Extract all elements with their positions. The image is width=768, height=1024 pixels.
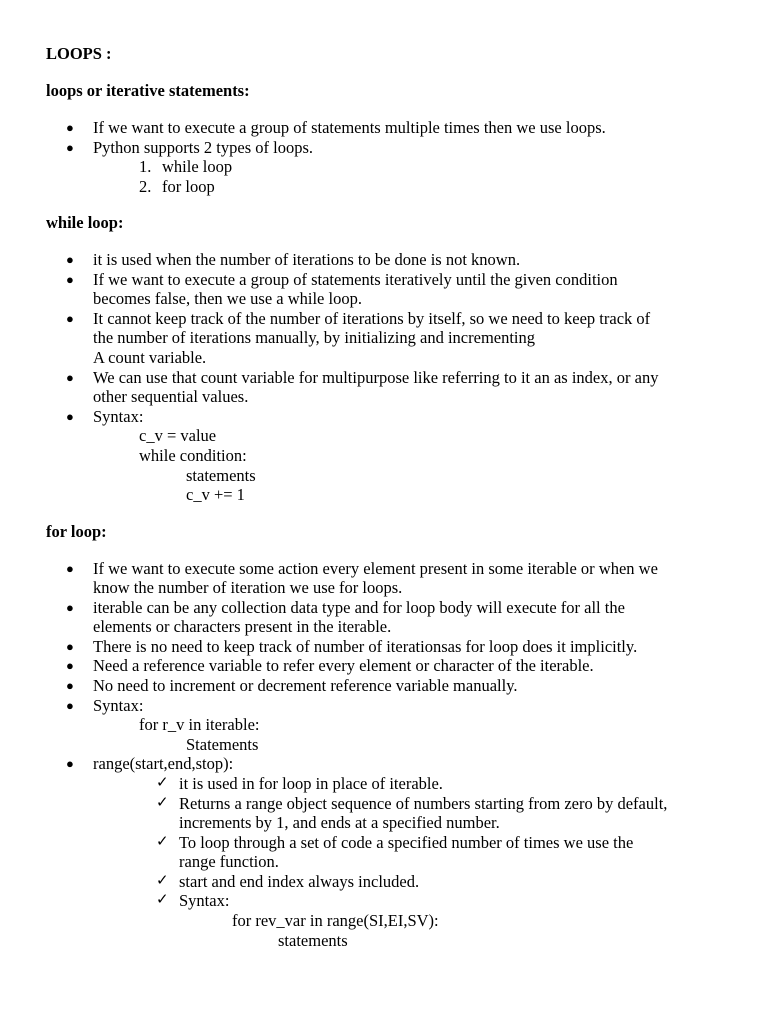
bullet-icon: ● <box>66 658 74 673</box>
bullet-icon: ● <box>66 311 74 326</box>
for-heading: for loop: <box>46 522 107 541</box>
while-heading: while loop: <box>46 213 124 232</box>
loops-bullet-1: If we want to execute a group of statements multiple times then we use loops. <box>93 118 606 137</box>
range-code-line-1: for rev_var in range(SI,EI,SV): <box>232 911 439 930</box>
checkmark-icon: ✓ <box>156 873 169 889</box>
for-bullet-4: Need a reference variable to refer every element or character of the iterable. <box>93 656 594 675</box>
while-bullet-1: it is used when the number of iterations to be done is not known. <box>93 250 521 269</box>
range-bullet: range(start,end,stop): <box>93 754 234 773</box>
while-bullet-2-line-1: If we want to execute a group of statements iteratively until the given condition <box>93 270 618 289</box>
bullet-icon: ● <box>66 252 74 267</box>
while-bullet-3-line-3: A count variable. <box>93 348 207 367</box>
range-item-2-line-1: Returns a range object sequence of numbers starting from zero by default, <box>179 794 668 813</box>
bullet-icon: ● <box>66 120 74 135</box>
loops-item-2: for loop <box>162 177 215 196</box>
while-code-line-1: c_v = value <box>139 426 217 445</box>
range-item-3-line-2: range function. <box>179 852 279 871</box>
page-title: LOOPS : <box>46 44 112 63</box>
bullet-icon: ● <box>66 140 74 155</box>
checkmark-icon: ✓ <box>156 775 169 791</box>
loops-heading: loops or iterative statements: <box>46 81 250 100</box>
list-number: 2. <box>139 177 152 196</box>
for-bullet-3: There is no need to keep track of number of iterationsas for loop does it implicitly. <box>93 637 638 656</box>
range-item-3-line-1: To loop through a set of code a specified number of times we use the <box>179 833 634 852</box>
while-code-line-4: c_v += 1 <box>186 485 245 504</box>
range-item-1: it is used in for loop in place of iterable. <box>179 774 443 793</box>
checkmark-icon: ✓ <box>156 892 169 908</box>
loops-item-1: while loop <box>162 157 233 176</box>
for-bullet-2-line-1: iterable can be any collection data type and for loop body will execute for all the <box>93 598 625 617</box>
list-number: 1. <box>139 157 152 176</box>
for-code-line-2: Statements <box>186 735 259 754</box>
range-item-2-line-2: increments by 1, and ends at a specified number. <box>179 813 500 832</box>
for-bullet-5: No need to increment or decrement reference variable manually. <box>93 676 518 695</box>
while-bullet-4-line-2: other sequential values. <box>93 387 249 406</box>
while-bullet-2-line-2: becomes false, then we use a while loop. <box>93 289 362 308</box>
while-syntax-label: Syntax: <box>93 407 144 426</box>
for-bullet-1-line-1: If we want to execute some action every element present in some iterable or when we <box>93 559 658 578</box>
for-bullet-2-line-2: elements or characters present in the iterable. <box>93 617 392 636</box>
while-code-line-2: while condition: <box>139 446 247 465</box>
for-bullet-1-line-2: know the number of iteration we use for loops. <box>93 578 403 597</box>
for-code-line-1: for r_v in iterable: <box>139 715 260 734</box>
range-item-4: start and end index always included. <box>179 872 420 891</box>
bullet-icon: ● <box>66 370 74 385</box>
bullet-icon: ● <box>66 639 74 654</box>
range-code-line-2: statements <box>278 931 348 950</box>
for-syntax-label: Syntax: <box>93 696 144 715</box>
bullet-icon: ● <box>66 561 74 576</box>
bullet-icon: ● <box>66 698 74 713</box>
bullet-icon: ● <box>66 409 74 424</box>
range-syntax-label: Syntax: <box>179 891 230 910</box>
while-bullet-4-line-1: We can use that count variable for multipurpose like referring to it an as index, or any <box>93 368 659 387</box>
while-bullet-3-line-1: It cannot keep track of the number of iterations by itself, so we need to keep track of <box>93 309 651 328</box>
loops-bullet-2: Python supports 2 types of loops. <box>93 138 314 157</box>
bullet-icon: ● <box>66 678 74 693</box>
bullet-icon: ● <box>66 272 74 287</box>
while-bullet-3-line-2: the number of iterations manually, by initializing and incrementing <box>93 328 536 347</box>
bullet-icon: ● <box>66 600 74 615</box>
bullet-icon: ● <box>66 756 74 771</box>
checkmark-icon: ✓ <box>156 834 169 850</box>
while-code-line-3: statements <box>186 466 256 485</box>
checkmark-icon: ✓ <box>156 795 169 811</box>
